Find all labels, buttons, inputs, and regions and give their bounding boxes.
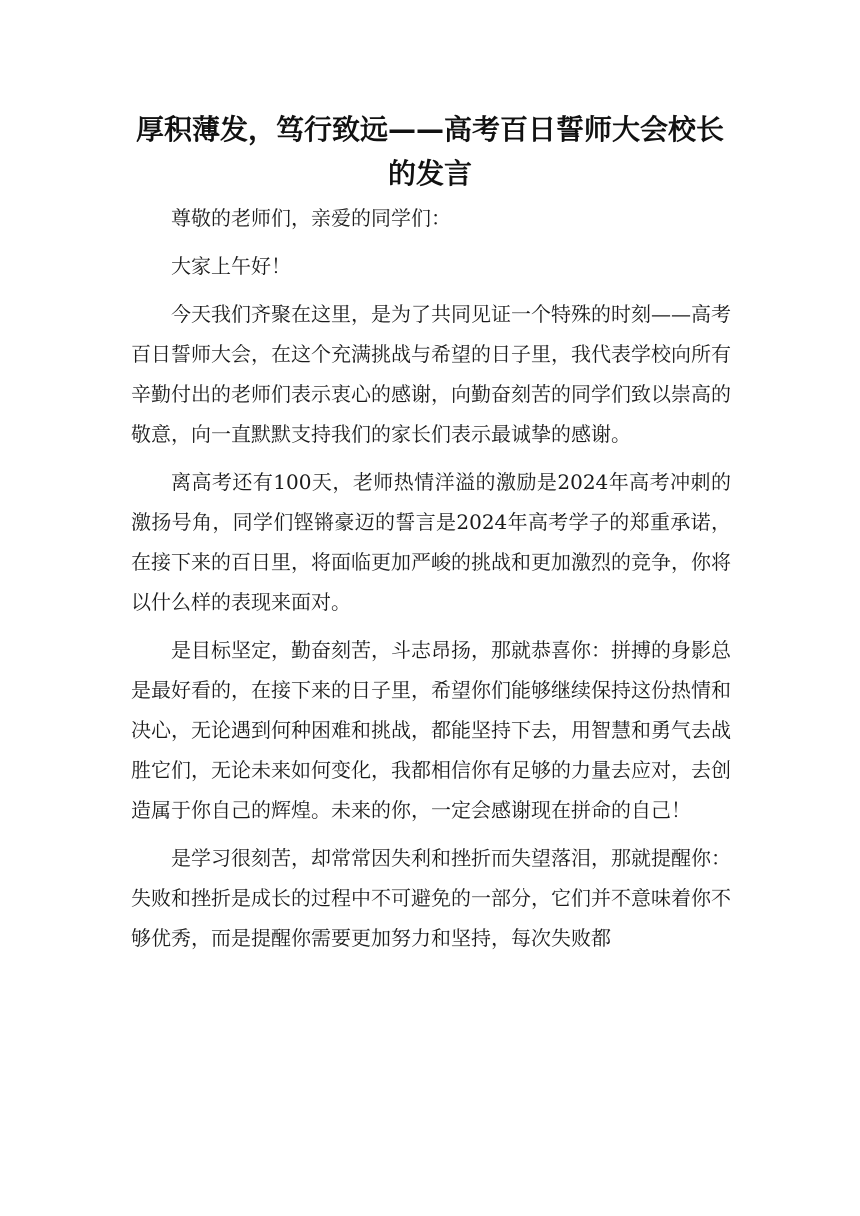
document-title: 厚积薄发，笃行致远——高考百日誓师大会校长的发言 <box>135 113 724 190</box>
document-body <box>131 198 731 966</box>
salutation: 尊敬的老师们，亲爱的同学们： <box>171 206 451 230</box>
body-paragraph: 离高考还有100天，老师热情洋溢的激励是2024年高考冲刺的激扬号角，同学们铿锵豪迈的誓言是2024年高考学子的郑重承诺，在接下来的百日里，将面临更加严峻的挑战和更加激烈的竞争，你将以什么样的表现来面对。 <box>131 470 731 614</box>
body-paragraph: 是目标坚定，勤奋刻苦，斗志昂扬，那就恭喜你：拼搏的身影总是最好看的，在接下来的日子里，希望你们能够继续保持这份热情和决心，无论遇到何种困难和挑战，都能坚持下去，用智慧和勇气去战胜它们，无论未来如何变化，我都相信你有足够的力量去应对，去创造属于你自己的辉煌。未来的你，一定会感谢现在拼命的自己！ <box>131 638 731 822</box>
body-paragraph: 今天我们齐聚在这里，是为了共同见证一个特殊的时刻——高考百日誓师大会，在这个充满挑战与希望的日子里，我代表学校向所有辛勤付出的老师们表示衷心的感谢，向勤奋刻苦的同学们致以崇高的敬意，向一直默默支持我们的家长们表示最诚挚的感谢。 <box>131 302 731 446</box>
greeting: 大家上午好！ <box>171 254 291 278</box>
body-paragraph: 是学习很刻苦，却常常因失利和挫折而失望落泪，那就提醒你：失败和挫折是成长的过程中不可避免的一部分，它们并不意味着你不够优秀，而是提醒你需要更加努力和坚持，每次失败都 <box>131 846 731 950</box>
